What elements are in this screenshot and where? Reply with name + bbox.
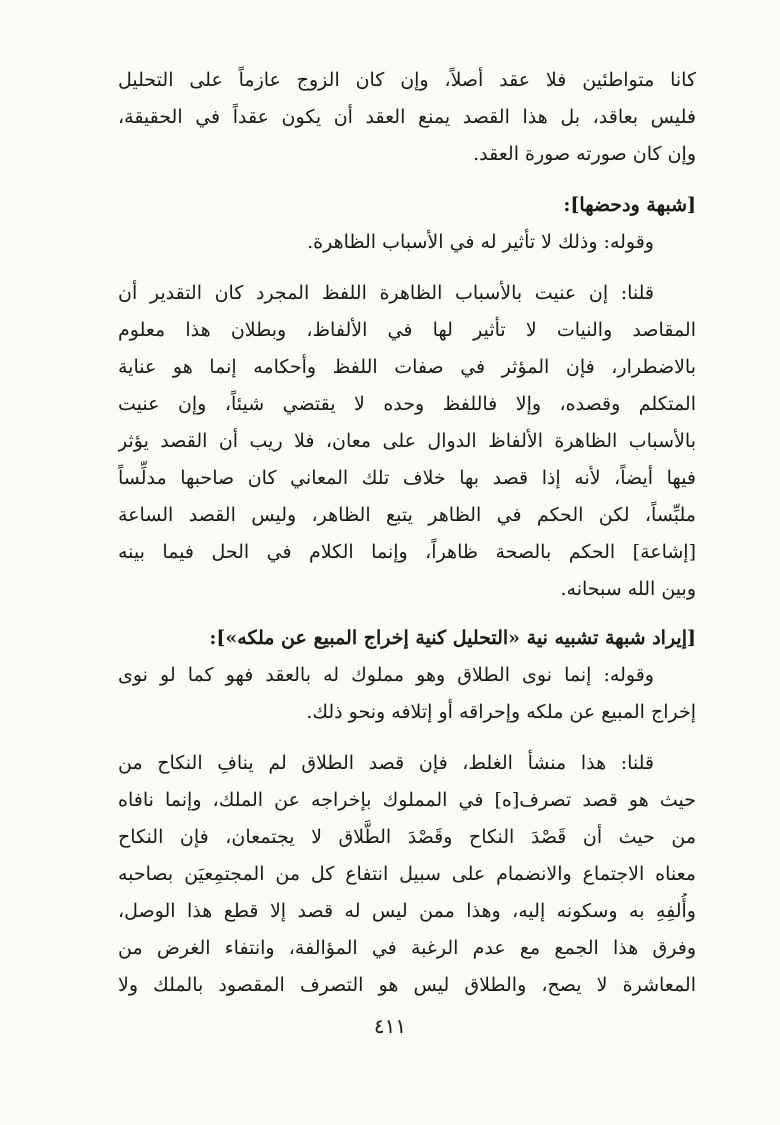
text-line: وقوله: وذلك لا تأثير له في الأسباب الظاهرة.: [307, 231, 654, 253]
text-line: قلنا: هذا منشأ الغلط، فإن قصد الطلاق لم ينافِ النكاح من: [118, 752, 654, 774]
text-line: بالأسباب الظاهرة الألفاظ الدوال على معان، فلا ريب أن القصد يؤثر: [118, 430, 696, 452]
text-line: وبين الله سبحانه.: [560, 578, 696, 600]
text-line: من حيث أن قَصْدَ النكاح وقَصْدَ الطَّلاق لا يجتمعان، فإن النكاح: [118, 826, 696, 848]
text-line: كانا متواطئين فلا عقد أصلاً، وإن كان الزوج عازماً على التحليل: [118, 69, 696, 91]
section-heading-1: [شبهة ودحضها]:: [563, 194, 696, 216]
text-line: فليس بعاقد، بل هذا القصد يمنع العقد أن يكون عقداً في الحقيقة،: [118, 106, 696, 128]
paragraph-2: [118, 224, 696, 261]
text-line: المعاشرة لا يصح، والطلاق ليس هو التصرف المقصود بالملك ولا: [118, 974, 696, 996]
text-line: ملبِّساً، لكن الحكم في الظاهر يتبع الظاهر، وليس القصد الساعة: [118, 504, 696, 526]
section-heading-2: [إيراد شبهة تشبيه نية «التحليل كنية إخراج المبيع عن ملكه»]:: [209, 627, 696, 649]
text-line: وفرق هذا الجمع مع عدم الرغبة في المؤالفة، وانتفاء الغرض من: [118, 937, 696, 959]
text-line: وأُلفِهِ به وسكونه إليه، وهذا ممن ليس له قصد إلا قطع هذا الوصل،: [118, 900, 696, 922]
text-line: وقوله: إنما نوى الطلاق وهو مملوك له بالعقد فهو كما لو نوى: [118, 664, 654, 686]
text-line: إخراج المبيع عن ملكه وإحراقه أو إتلافه ونحو ذلك.: [306, 701, 696, 723]
text-line: معناه الاجتماع والانضمام على سبيل انتفاع كل من المجتمِعيَن بصاحبه: [118, 863, 696, 885]
paragraph-4: [118, 657, 696, 731]
text-block: [118, 62, 696, 1004]
page-number: ٤١١: [373, 1014, 407, 1038]
text-line: حيث هو قصد تصرف[ه] في المملوك بإخراجه عن الملك، وإنما نافاه: [118, 789, 696, 811]
text-line: المقاصد والنيات لا تأثير لها في الألفاظ، وبطلان هذا معلوم: [118, 319, 696, 341]
text-line: قلنا: إن عنيت بالأسباب الظاهرة اللفظ المجرد كان التقدير أن: [118, 282, 654, 304]
paragraph-5: [118, 745, 696, 1004]
text-line: فيها أيضاً، لأنه إذا قصد بها خلاف تلك المعاني كان صاحبها مدلِّساً: [118, 467, 696, 489]
text-line: [إشاعة] الحكم بالصحة ظاهراً، وإنما الكلام في الحل فيما بينه: [118, 541, 696, 563]
text-line: المتكلم وقصده، وإلا فاللفظ وحده لا يقتضي شيئاً، وإن عنيت: [118, 393, 696, 415]
paragraph-1: [118, 62, 696, 173]
text-line: بالاضطرار، فإن المؤثر في صفات اللفظ وأحكامه إنما هو عناية: [118, 356, 696, 378]
paragraph-3: [118, 275, 696, 608]
text-line: وإن كان صورته صورة العقد.: [473, 143, 696, 165]
